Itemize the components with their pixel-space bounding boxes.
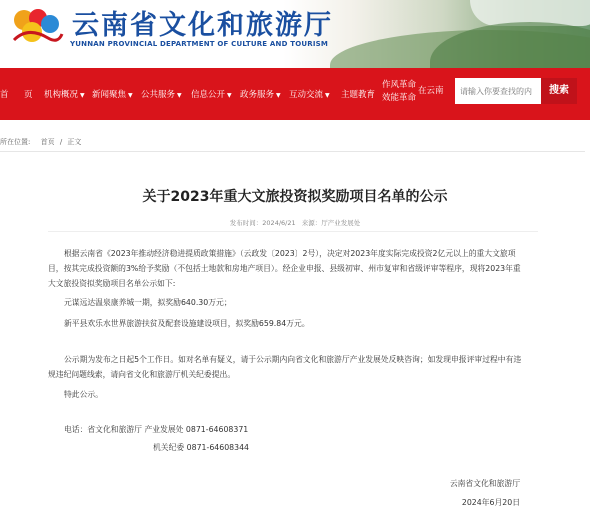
nav-item-gov-service[interactable] xyxy=(240,88,281,100)
article-closing: 特此公示。 xyxy=(64,390,103,399)
breadcrumb-home-link[interactable]: 首页 xyxy=(40,138,55,146)
contact-line: 电话：省文化和旅游厅 产业发展处 0871-64608371 xyxy=(64,425,249,434)
nav-item-interaction[interactable] xyxy=(289,88,330,100)
nav-label: 互动交流 xyxy=(289,90,324,100)
nav-item-home-2[interactable]: 页 xyxy=(24,90,33,100)
breadcrumb-separator: / xyxy=(59,138,63,146)
signature-date: 2024年6月20日 xyxy=(461,498,520,507)
chevron-down-icon: ▼ xyxy=(128,92,133,99)
nav-item-in-yunnan[interactable]: 在云南 xyxy=(418,86,444,96)
nav-label: 信息公开 xyxy=(191,90,226,100)
breadcrumb-prefix: 所在位置: xyxy=(0,138,31,146)
contact-line: 机关纪委 0871-64608344 xyxy=(153,443,250,452)
signature-org: 云南省文化和旅游厅 xyxy=(449,479,520,488)
article-paragraph: 根据云南省《2023年推动经济稳进提质政策措施》（云政发〔2023〕2号），决定对2023年度实际完成投资2亿元以上的重大文旅项目，按其完成投资额的3%给予奖励（不包括土地款和房地产项目）。经企业申报、县级初审、州市复审和省级评审等程序，现将2023年重大文旅投资拟奖励项目名单公示如下: xyxy=(48,249,521,288)
search-input[interactable] xyxy=(455,78,541,104)
divider xyxy=(48,231,538,232)
article-paragraph: 公示期为发布之日起5个工作日。如对名单有疑义，请于公示期内向省文化和旅游厅产业发展处反映咨询；如发现申报评审过程中有违规违纪问题线索，请向省文化和旅游厅机关纪委提出。 xyxy=(48,355,522,379)
article-list-item: 元谋远达温泉康养城一期，拟奖励640.30万元； xyxy=(64,298,232,307)
main-nav xyxy=(0,68,590,120)
nav-item-theme-edu[interactable]: 主题教育 xyxy=(341,90,376,100)
nav-item-home-1[interactable]: 首 xyxy=(0,90,9,100)
nav-label: 作风革命 xyxy=(382,80,417,90)
nav-item-org[interactable] xyxy=(44,88,85,100)
nav-label: 机构概况 xyxy=(44,90,79,100)
chevron-down-icon: ▼ xyxy=(325,92,330,99)
nav-item-info[interactable] xyxy=(191,88,232,100)
chevron-down-icon: ▼ xyxy=(80,92,85,99)
chevron-down-icon: ▼ xyxy=(227,92,232,99)
nav-label: 政务服务 xyxy=(240,90,275,100)
site-logo-icon[interactable] xyxy=(8,4,64,48)
nav-item-style-reform[interactable] xyxy=(382,79,416,105)
chevron-down-icon: ▼ xyxy=(276,92,281,99)
nav-label: 效能革命 xyxy=(382,93,417,103)
breadcrumb xyxy=(0,137,81,147)
divider xyxy=(0,151,585,152)
breadcrumb-current: 正文 xyxy=(67,138,82,146)
nav-item-public-service[interactable] xyxy=(141,88,182,100)
article-source: 来源：厅产业发展处 xyxy=(301,219,361,227)
header-hill xyxy=(430,22,590,68)
site-subtitle: YUNNAN PROVINCIAL DEPARTMENT OF CULTURE AND TOURISM xyxy=(70,40,329,48)
site-title[interactable]: 云南省文化和旅游厅 xyxy=(72,10,333,41)
nav-item-news[interactable] xyxy=(92,88,133,100)
nav-label: 公共服务 xyxy=(141,90,176,100)
article-meta xyxy=(0,218,590,227)
article-list-item: 新平县欢乐水世界旅游扶贫及配套设施建设项目，拟奖励659.84万元。 xyxy=(64,319,310,328)
site-header xyxy=(0,0,590,68)
chevron-down-icon: ▼ xyxy=(177,92,182,99)
search-button[interactable]: 搜索 xyxy=(541,78,577,104)
nav-label: 新闻聚焦 xyxy=(92,90,127,100)
page-title: 关于2023年重大文旅投资拟奖励项目名单的公示 xyxy=(142,189,448,205)
publish-time: 发布时间：2024/6/21 xyxy=(229,219,296,227)
